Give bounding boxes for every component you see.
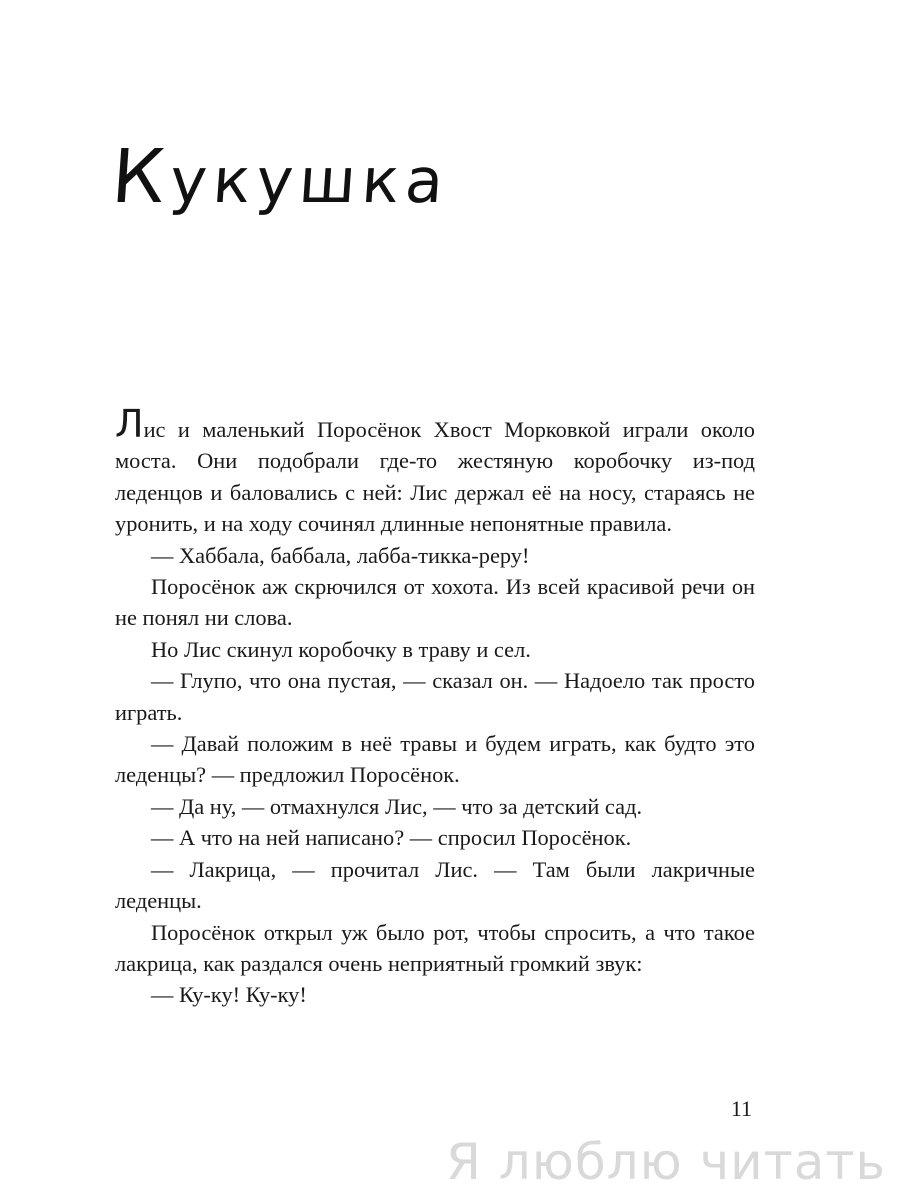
- paragraph: — Глупо, что она пустая, — сказал он. — Надоело так просто играть.: [115, 668, 755, 725]
- drop-initial-letter: Л: [115, 402, 144, 446]
- page-number: 11: [730, 1096, 752, 1121]
- paragraph: Но Лис скинул коробочку в траву и сел.: [151, 636, 531, 662]
- paragraph: Поросёнок аж скрючился от хохота. Из всей красивой речи он не понял ни слова.: [115, 574, 755, 631]
- paragraph: — Ку-ку! Ку-ку!: [151, 982, 307, 1008]
- watermark: Я люблю читать: [446, 1133, 886, 1191]
- paragraph: — Давай положим в неё травы и будем играть, как будто это леденцы? — предложил Поросёнок.: [115, 731, 755, 788]
- paragraph: — А что на ней написано? — спросил Поросёнок.: [151, 825, 632, 851]
- paragraph: Поросёнок открыл уж было рот, чтобы спросить, а что такое лакрица, как раздался очень неприятный громкий звук:: [115, 919, 755, 976]
- paragraph: — Да ну, — отмахнулся Лис, — что за детский сад.: [151, 793, 643, 819]
- chapter-title: [109, 134, 453, 220]
- paragraph: — Хаббала, баббала, лабба-тикка-реру!: [151, 542, 530, 568]
- paragraph: — Лакрица, — прочитал Лис. — Там были лакричные леденцы.: [115, 856, 755, 914]
- paragraph-first: [115, 402, 755, 540]
- chapter-title-initial: К: [108, 133, 174, 220]
- story-text: [115, 402, 755, 1011]
- paragraph-first-text: ис и маленький Поросёнок Хвост Морковкой играли около моста. Они подобрали где-то жестяную коробочку из-под леденцов и баловались с ней: Лис держал её на носу, стараясь не уронить, и на ходу сочинял длинные непонятные правила.: [115, 417, 755, 537]
- chapter-title-rest: укушка: [167, 143, 452, 217]
